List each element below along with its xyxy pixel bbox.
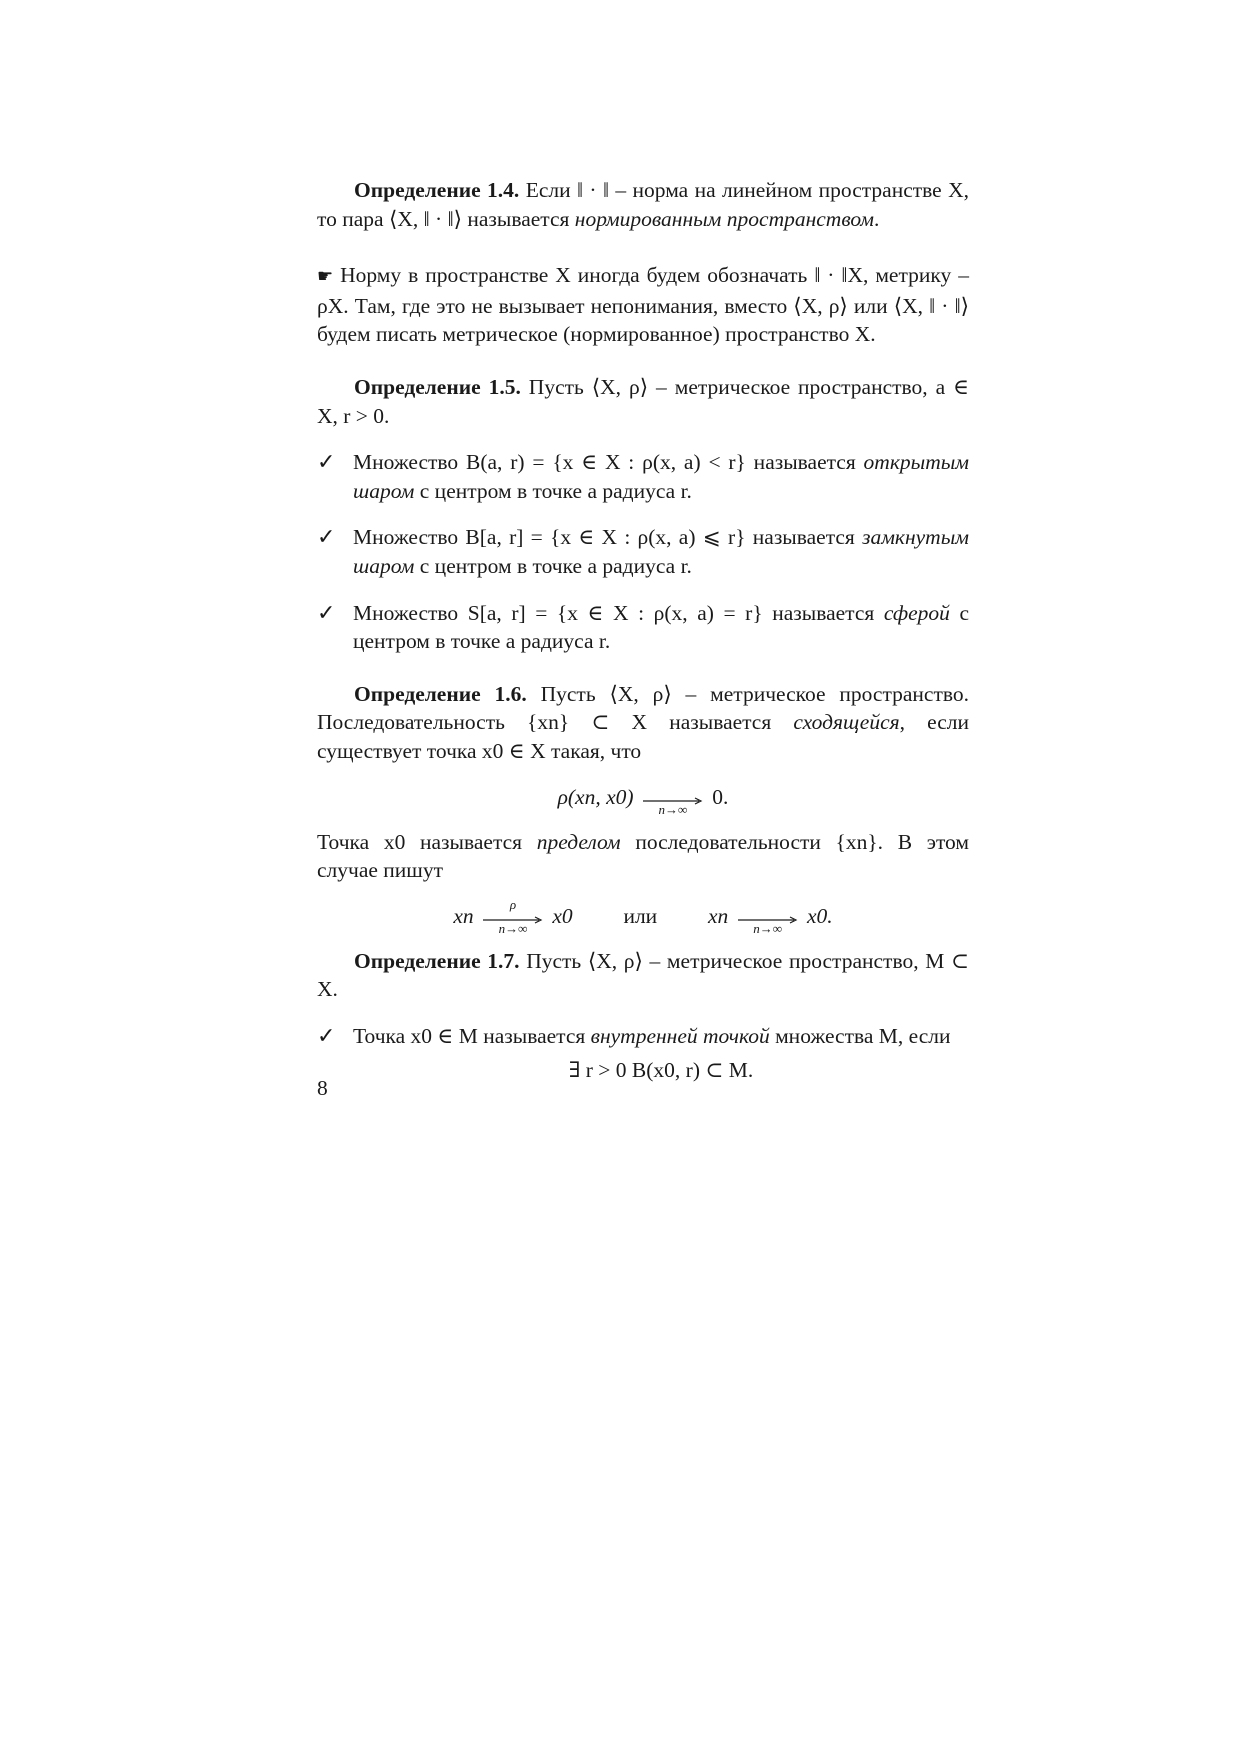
- definition-label: Определение 1.5.: [354, 374, 521, 399]
- term: сферой: [883, 600, 950, 625]
- check-icon: ✓: [317, 450, 336, 476]
- page-body: [317, 176, 969, 1085]
- rho-arrow: ρ n→∞: [483, 908, 543, 928]
- note-paragraph: ☛ Норму в пространстве X иногда будем обозначать ‖ · ‖X, метрику – ρX. Там, где это не вызывает непонимания, вместо ⟨X, ρ⟩ или ⟨X, ‖ · ‖⟩ будем писать метрическое (нормированное) пространство X.: [317, 263, 969, 347]
- list-item: ✓ Точка x0 ∈ M называется внутренней точкой множества M, если ∃ r > 0 B(x0, r) ⊂ M.: [317, 1022, 969, 1085]
- convergence-formula: ρ(xn, x0) n→∞ 0.: [557, 784, 729, 817]
- list-item: ✓ Множество B[a, r] = {x ∈ X : ρ(x, a) ⩽ r} называется замкнутым шаром с центром в точке a радиуса r.: [317, 525, 969, 578]
- term: нормированным пространством: [574, 206, 875, 231]
- check-icon: ✓: [317, 525, 336, 551]
- check-icon: ✓: [317, 1023, 336, 1049]
- term: внутренней точкой: [590, 1023, 770, 1048]
- definition-label: Определение 1.6.: [354, 681, 527, 706]
- list-item: ✓ Множество S[a, r] = {x ∈ X : ρ(x, a) = r} называется сферой с центром в точке a радиуса r.: [317, 600, 969, 654]
- limit-arrow: n→∞: [643, 789, 703, 809]
- definition-1-5: Определение 1.5. Пусть ⟨X, ρ⟩ – метрическое пространство, a ∈ X, r > 0.: [317, 374, 969, 428]
- definition-label: Определение 1.4.: [354, 178, 520, 202]
- limit-paragraph: Точка x0 называется пределом последовательности {xn}. В этом случае пишут: [317, 829, 970, 883]
- interior-point-formula: ∃ r > 0 B(x0, r) ⊂ M.: [568, 1058, 754, 1083]
- definition-1-7: Определение 1.7. Пусть ⟨X, ρ⟩ – метрическое пространство, M ⊂ X.: [317, 948, 969, 1002]
- list-item: ✓ Множество B(a, r) = {x ∈ X : ρ(x, a) < r} называется открытым шаром с центром в точке a радиуса r.: [317, 450, 969, 503]
- pointing-hand-icon: ☛: [317, 266, 334, 288]
- definition-1-4: Определение 1.4. Если ‖ · ‖ – норма на линейном пространстве X, то пара ⟨X, ‖ · ‖⟩ называется нормированным пространством.: [317, 178, 969, 231]
- term: пределом: [536, 829, 621, 854]
- definition-1-6: Определение 1.6. Пусть ⟨X, ρ⟩ – метрическое пространство. Последовательность {xn} ⊂ X называется сходящейся, если существует точка x0 ∈ X такая, что: [317, 681, 969, 763]
- definition-label: Определение 1.7.: [354, 948, 520, 973]
- limit-arrow: n→∞: [738, 908, 798, 928]
- term: сходящейся: [793, 710, 900, 735]
- page-number: 8: [317, 1076, 328, 1100]
- term: замкнутым шаром: [353, 525, 969, 578]
- limit-notation-formula: xn ρ n→∞ x0 или xn n→∞ x0.: [453, 896, 833, 936]
- term: открытым шаром: [353, 450, 969, 503]
- check-icon: ✓: [317, 600, 336, 626]
